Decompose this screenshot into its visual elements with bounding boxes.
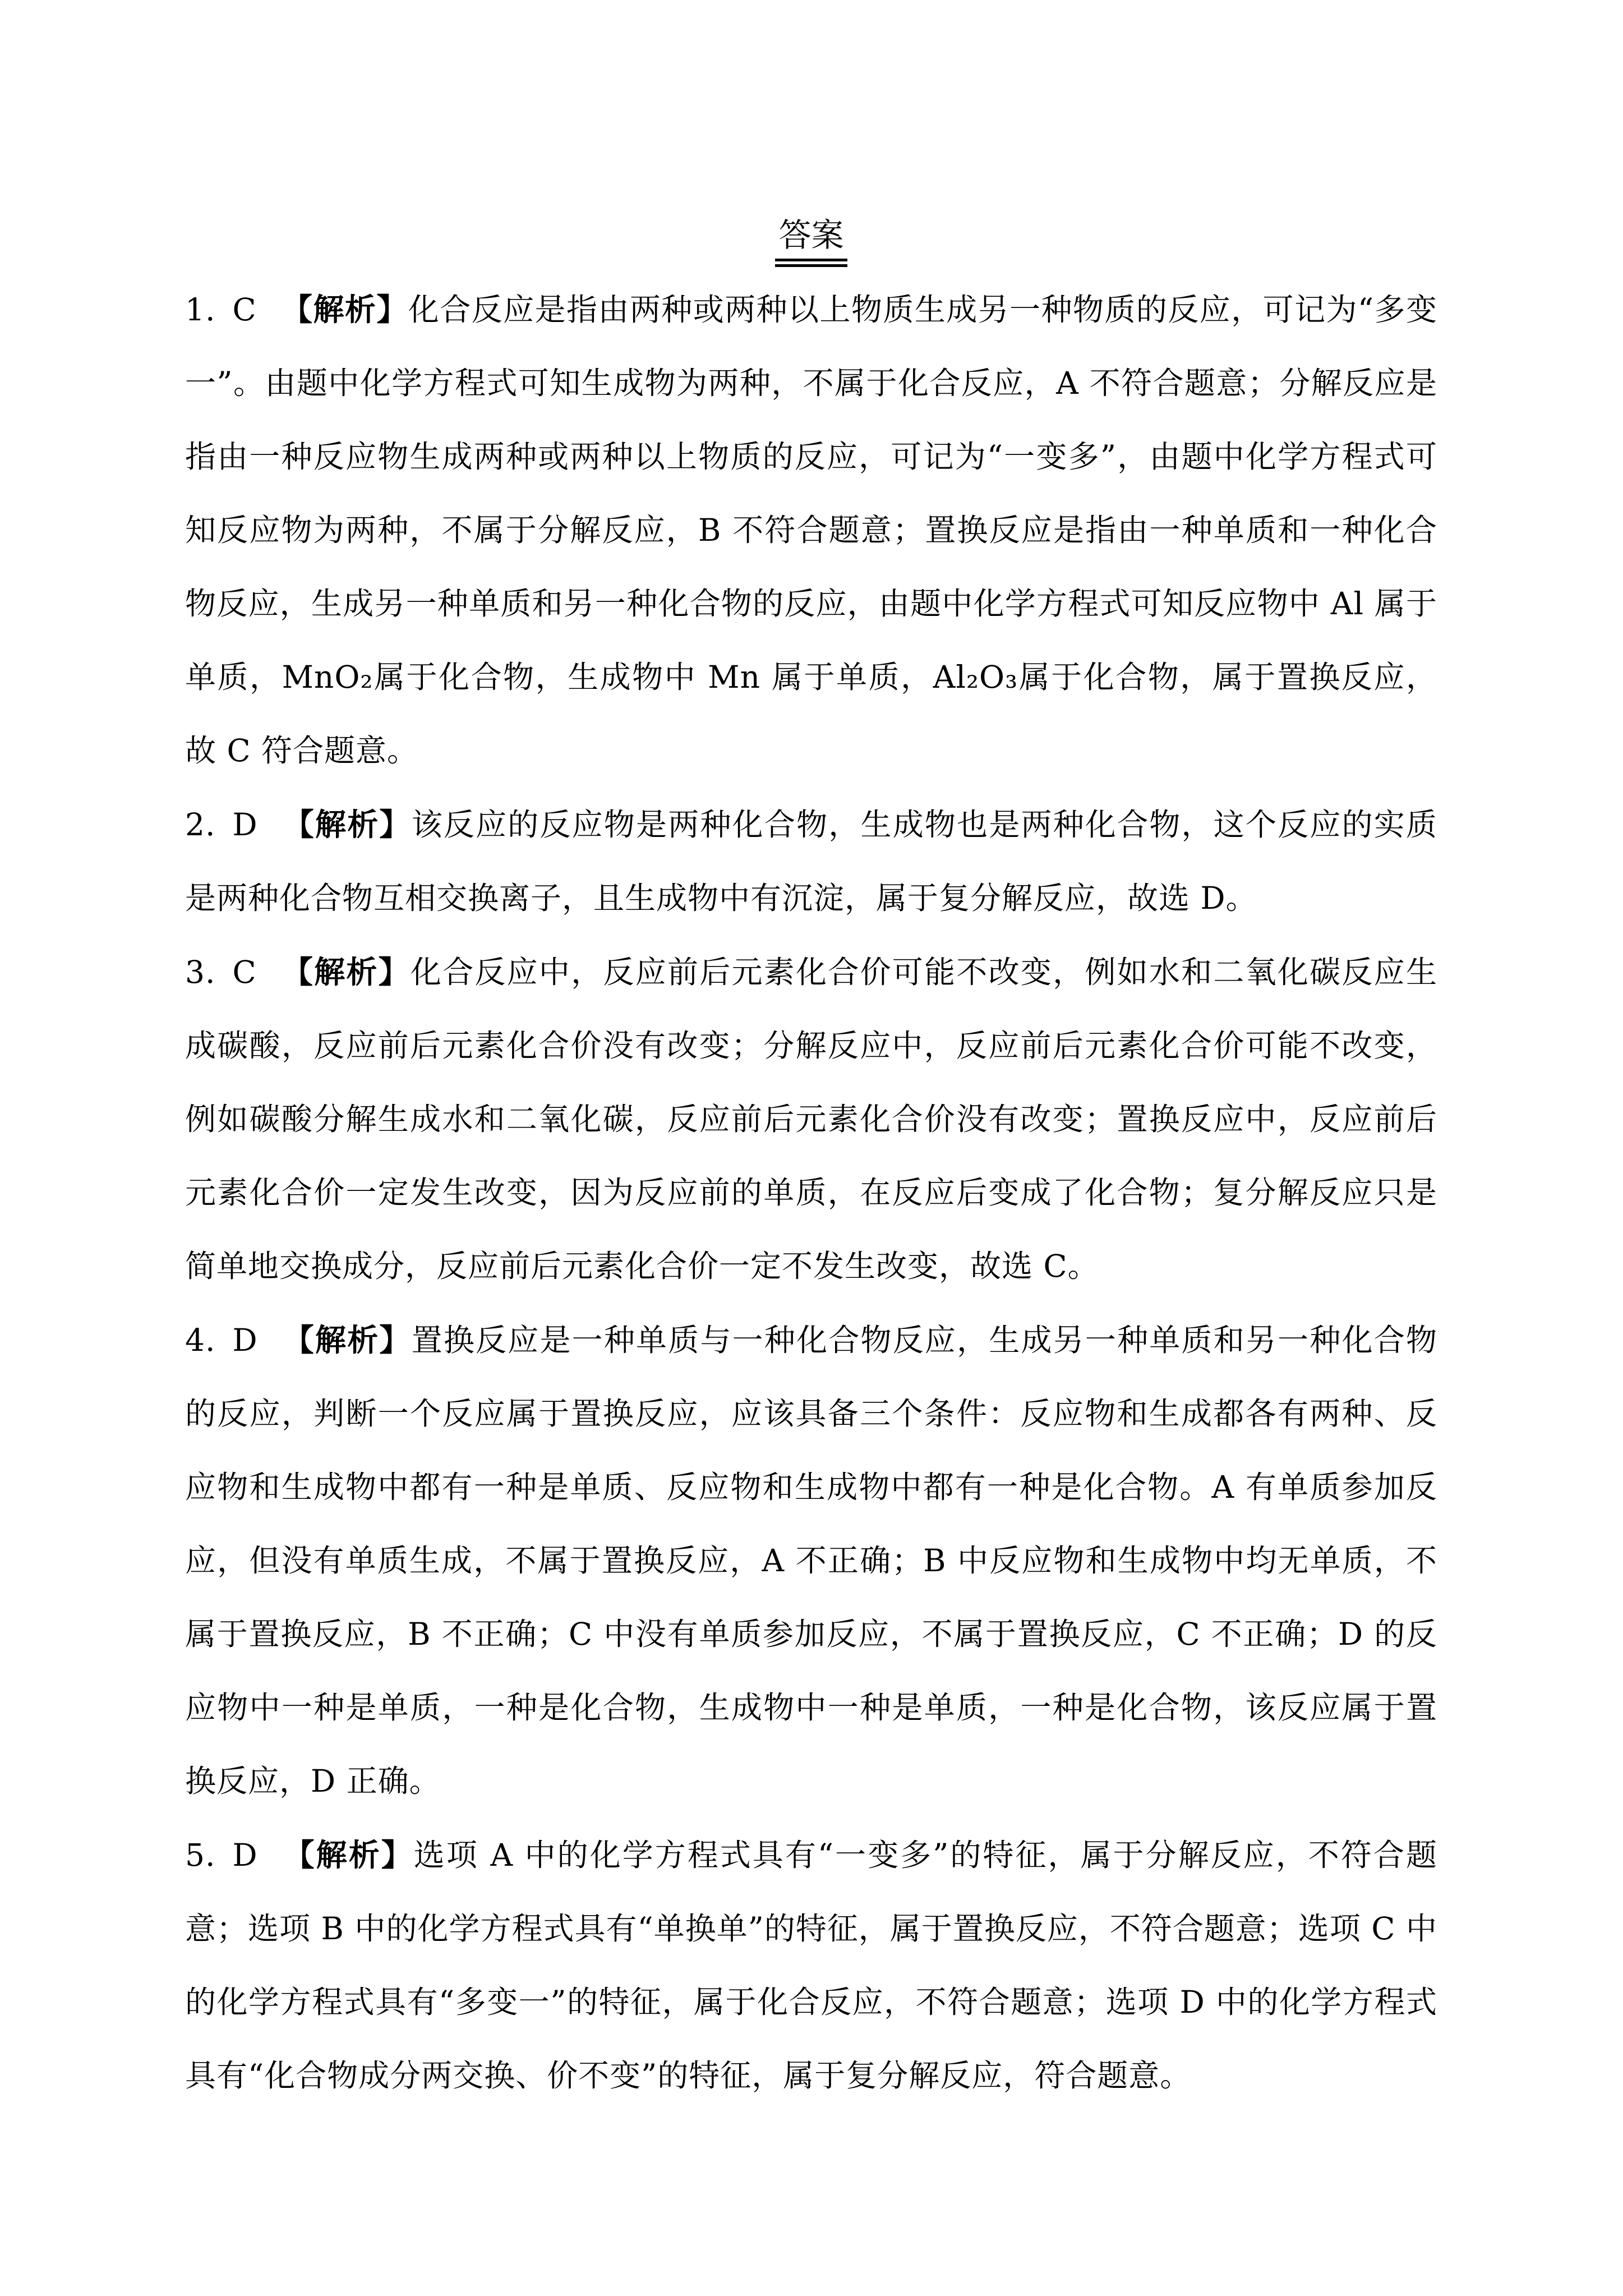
answer-item-4 <box>185 1303 1437 1818</box>
answer-number: 2. <box>185 807 216 843</box>
answer-text: 置换反应是一种单质与一种化合物反应，生成另一种单质和另一种化合物的反应，判断一个反应属于置换反应，应该具备三个条件：反应物和生成都各有两种、反应物和生成物中都有一种是单质、反应物和生成物中都有一种是化合物。A 有单质参加反应，但没有单质生成，不属于置换反应，A 不正确；B 中反应物和生成物中均无单质，不属于置换反应，B 不正确；C 中没有单质参加反应，不属于置换反应，C 不正确；D 的反应物中一种是单质，一种是化合物，生成物中一种是单质，一种是化合物，该反应属于置换反应，D 正确。 <box>185 1322 1437 1799</box>
analysis-label: 【解析】 <box>282 1837 414 1873</box>
answer-letter: D <box>232 807 258 843</box>
answer-item-5 <box>185 1818 1437 2113</box>
answer-number: 4. <box>185 1322 216 1358</box>
answer-text: 化合反应中，反应前后元素化合价可能不改变，例如水和二氧化碳反应生成碳酸，反应前后元素化合价没有改变；分解反应中，反应前后元素化合价可能不改变，例如碳酸分解生成水和二氧化碳，反应前后元素化合价没有改变；置换反应中，反应前后元素化合价一定发生改变，因为反应前的单质，在反应后变成了化合物；复分解反应只是简单地交换成分，反应前后元素化合价一定不发生改变，故选 C。 <box>185 954 1437 1284</box>
answer-item-1 <box>185 273 1437 788</box>
answer-number: 3. <box>185 954 216 990</box>
answer-item-3 <box>185 935 1437 1303</box>
answer-text: 化合反应是指由两种或两种以上物质生成另一种物质的反应，可记为“多变一”。由题中化学方程式可知生成物为两种，不属于化合反应，A 不符合题意；分解反应是指由一种反应物生成两种或两种以上物质的反应，可记为“一变多”，由题中化学方程式可知反应物为两种，不属于分解反应，B 不符合题意；置换反应是指由一种单质和一种化合物反应，生成另一种单质和另一种化合物的反应，由题中化学方程式可知反应物中 Al 属于单质，MnO₂属于化合物，生成物中 Mn 属于单质，Al₂O₃属于化合物，属于置换反应，故 C 符合题意。 <box>185 292 1437 769</box>
answer-number: 5. <box>185 1837 216 1873</box>
answer-text: 选项 A 中的化学方程式具有“一变多”的特征，属于分解反应，不符合题意；选项 B 中的化学方程式具有“单换单”的特征，属于置换反应，不符合题意；选项 C 中的化学方程式具有“多变一”的特征，属于化合反应，不符合题意；选项 D 中的化学方程式具有“化合物成分两交换、价不变”的特征，属于复分解反应，符合题意。 <box>185 1837 1437 2093</box>
page-title-text: 答案 <box>775 216 847 267</box>
answer-letter: D <box>232 1322 258 1358</box>
answer-letter: C <box>232 292 257 328</box>
answer-letter: C <box>232 954 257 990</box>
answer-item-2 <box>185 788 1437 935</box>
analysis-label: 【解析】 <box>281 291 408 328</box>
answer-text: 该反应的反应物是两种化合物，生成物也是两种化合物，这个反应的实质是两种化合物互相交换离子，且生成物中有沉淀，属于复分解反应，故选 D。 <box>185 807 1437 916</box>
analysis-label: 【解析】 <box>282 1322 412 1358</box>
page-title <box>185 216 1437 267</box>
answer-number: 1. <box>185 292 216 328</box>
analysis-label: 【解析】 <box>281 954 411 990</box>
answer-letter: D <box>232 1837 258 1873</box>
analysis-label: 【解析】 <box>282 806 412 843</box>
